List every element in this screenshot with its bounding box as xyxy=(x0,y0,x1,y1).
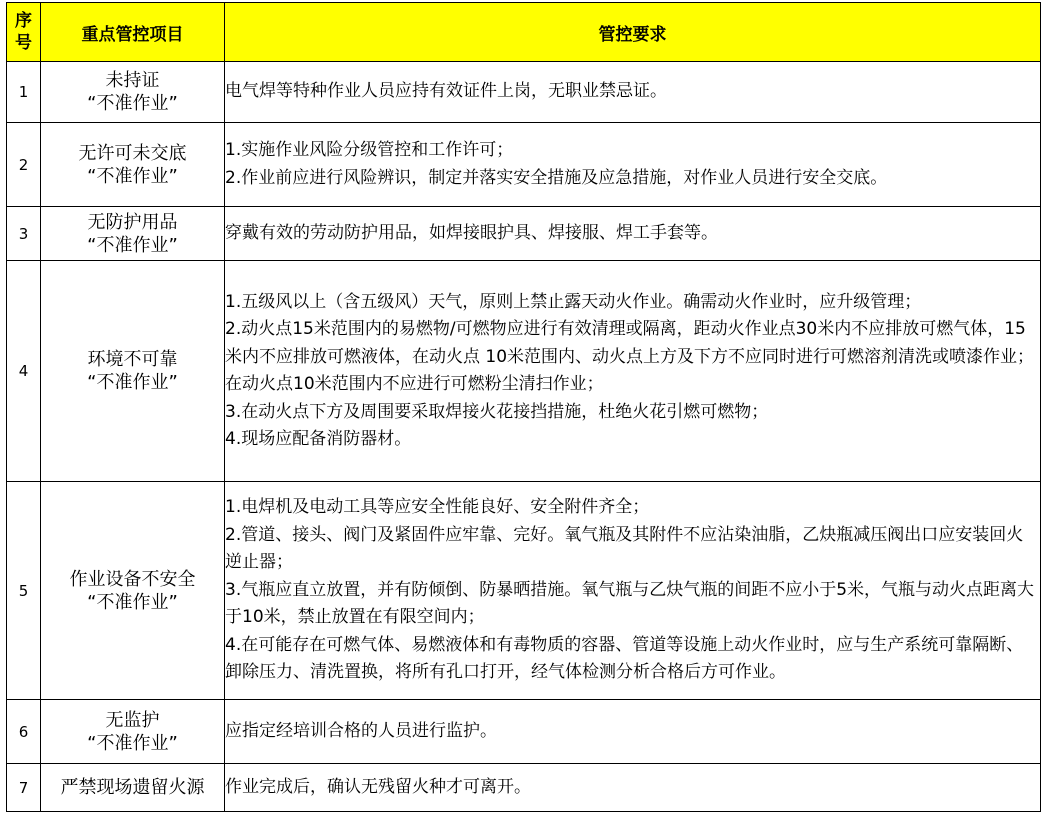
header-seq-line2: 号 xyxy=(15,33,32,53)
table-row xyxy=(7,764,1041,812)
requirement-line: 4.现场应配备消防器材。 xyxy=(225,429,412,449)
requirement-line: 作业完成后，确认无残留火种才可离开。 xyxy=(225,776,531,797)
row-requirements xyxy=(225,207,1041,261)
requirement-line: 2.作业前应进行风险辨识，制定并落实安全措施及应急措施，对作业人员进行安全交底。 xyxy=(225,167,888,188)
row-item xyxy=(41,261,225,482)
row-requirements xyxy=(225,62,1041,123)
table-header-row xyxy=(7,3,1041,62)
row-seq: 3 xyxy=(7,207,41,261)
header-seq-line1: 序 xyxy=(15,11,32,31)
row-requirements xyxy=(225,764,1041,812)
item-tag: “不准作业” xyxy=(87,591,178,613)
requirement-line: 2.动火点15米范围内的易燃物/可燃物应进行有效清理或隔离，距动火作业点30米内不应排放可燃气体，15米内不应排放可燃液体，在动火点 10米范围内、动火点上方及下方不应同时进行可燃溶剂清洗或喷漆作业；在动火点10米范围内不应进行可燃粉尘清扫作业； xyxy=(225,319,1035,394)
item-title: 作业设备不安全 xyxy=(69,568,196,590)
item-title: 未持证 xyxy=(105,70,160,91)
header-item: 重点管控项目 xyxy=(41,3,225,62)
requirement-line: 2.管道、接头、阀门及紧固件应牢靠、完好。氧气瓶及其附件不应沾染油脂，乙炔瓶减压阀出口应安装回火逆止器； xyxy=(225,524,1024,573)
table-row xyxy=(7,482,1041,700)
control-requirements-table xyxy=(6,2,1041,812)
table-row xyxy=(7,207,1041,261)
requirement-line: 3.在动火点下方及周围要采取焊接火花接挡措施，杜绝火花引燃可燃物； xyxy=(225,401,769,422)
requirement-line: 3.气瓶应直立放置，并有防倾倒、防暴晒措施。氧气瓶与乙炔气瓶的间距不应小于5米，气瓶与动火点距离大于10米，禁止放置在有限空间内； xyxy=(225,579,1035,628)
requirement-line: 电气焊等特种作业人员应持有效证件上岗，无职业禁忌证。 xyxy=(225,81,667,102)
item-title: 严禁现场遗留火源 xyxy=(60,777,205,798)
row-seq: 7 xyxy=(7,764,41,812)
requirement-line: 应指定经培训合格的人员进行监护。 xyxy=(225,720,497,741)
item-tag: “不准作业” xyxy=(87,93,178,114)
item-tag: “不准作业” xyxy=(87,732,178,754)
requirement-line: 1.实施作业风险分级管控和工作许可； xyxy=(225,140,514,160)
table-row xyxy=(7,62,1041,123)
table-row xyxy=(7,123,1041,207)
row-seq: 4 xyxy=(7,261,41,482)
table-row xyxy=(7,700,1041,764)
item-tag: “不准作业” xyxy=(87,165,178,187)
row-seq: 6 xyxy=(7,700,41,764)
row-item xyxy=(41,62,225,123)
row-item xyxy=(41,764,225,812)
item-title: 环境不可靠 xyxy=(87,349,178,370)
item-title: 无许可未交底 xyxy=(78,142,187,164)
header-seq xyxy=(7,3,41,62)
row-item xyxy=(41,207,225,261)
requirement-line: 穿戴有效的劳动防护用品，如焊接眼护具、焊接服、焊工手套等。 xyxy=(225,222,718,243)
row-item xyxy=(41,482,225,700)
row-item xyxy=(41,123,225,207)
item-title: 无防护用品 xyxy=(87,211,178,233)
header-requirements: 管控要求 xyxy=(225,3,1041,62)
requirement-line: 4.在可能存在可燃气体、易燃液体和有毒物质的容器、管道等设施上动火作业时，应与生产系统可靠隔断、卸除压力、清洗置换，将所有孔口打开，经气体检测分析合格后方可作业。 xyxy=(225,634,1024,683)
requirement-line: 1.五级风以上（含五级风）天气，原则上禁止露天动火作业。确需动火作业时，应升级管理； xyxy=(225,291,922,312)
row-requirements xyxy=(225,261,1041,482)
row-item xyxy=(41,700,225,764)
row-seq: 2 xyxy=(7,123,41,207)
row-requirements xyxy=(225,700,1041,764)
item-tag: “不准作业” xyxy=(87,234,178,256)
row-requirements xyxy=(225,482,1041,700)
item-tag: “不准作业” xyxy=(87,372,178,393)
row-seq: 5 xyxy=(7,482,41,700)
row-requirements xyxy=(225,123,1041,207)
item-title: 无监护 xyxy=(105,709,160,731)
row-seq: 1 xyxy=(7,62,41,123)
table-row xyxy=(7,261,1041,482)
requirement-line: 1.电焊机及电动工具等应安全性能良好、安全附件齐全； xyxy=(225,497,650,518)
